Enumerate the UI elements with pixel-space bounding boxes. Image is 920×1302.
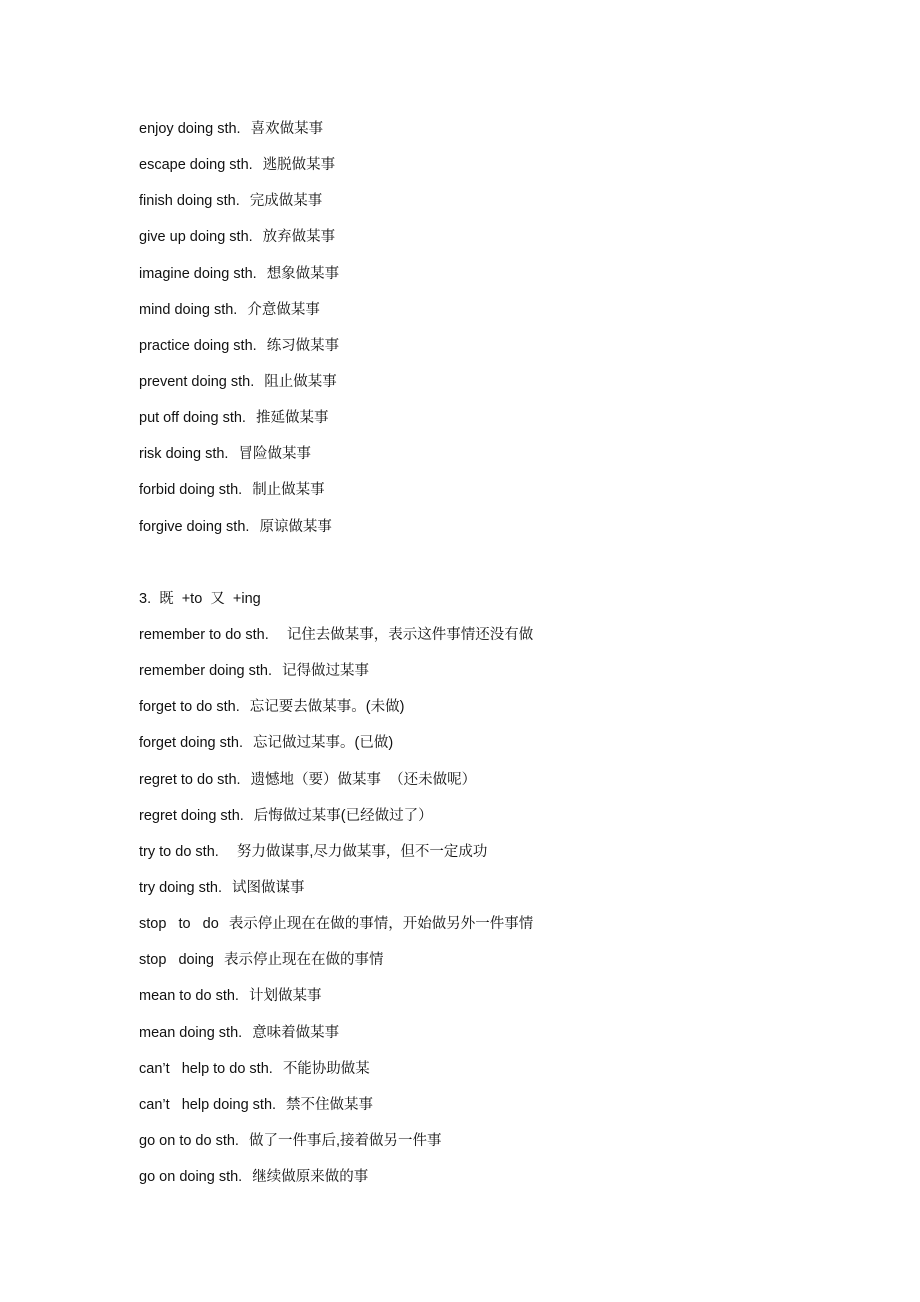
phrase-entry [139, 1123, 533, 1159]
blank-line [139, 545, 533, 581]
english-phrase: remember doing sth. [139, 663, 272, 680]
chinese-meaning: 练习做某事 [266, 337, 340, 354]
english-phrase: practice doing sth. [139, 337, 257, 354]
phrase-entry [139, 798, 533, 834]
english-phrase: remember to do sth. [139, 626, 277, 643]
chinese-meaning: 努力做谋事,尽力做某事，但不一定成功 [236, 843, 488, 860]
phrase-entry [139, 111, 533, 147]
phrase-entry [139, 942, 533, 978]
english-phrase: stop to do [139, 916, 219, 933]
chinese-meaning: 介意做某事 [247, 301, 320, 318]
english-phrase: forgive doing sth. [139, 518, 250, 535]
section-3-heading: 3. 既 +to 又 +ing [139, 590, 261, 607]
english-phrase: imagine doing sth. [139, 265, 257, 282]
chinese-meaning: 后悔做过某事(已经做过了） [253, 807, 433, 824]
phrase-entry [139, 978, 533, 1014]
english-phrase: go on to do sth. [139, 1132, 239, 1149]
to-and-ing-verb-list [139, 617, 533, 1195]
chinese-meaning: 表示停止现在在做的事情，开始做另外一件事情 [228, 916, 534, 933]
phrase-entry [139, 689, 533, 725]
phrase-entry [139, 509, 533, 545]
phrase-entry [139, 147, 533, 183]
phrase-entry [139, 653, 533, 689]
chinese-meaning: 阻止做某事 [264, 373, 337, 390]
chinese-meaning: 记得做过某事 [281, 663, 369, 680]
phrase-entry [139, 1087, 533, 1123]
phrase-entry [139, 436, 533, 472]
phrase-entry [139, 256, 533, 292]
phrase-entry [139, 1015, 533, 1051]
chinese-meaning: 表示停止现在在做的事情 [223, 952, 384, 969]
chinese-meaning: 意味着做某事 [252, 1024, 340, 1041]
chinese-meaning: 忘记做过某事。(已做) [253, 735, 394, 752]
chinese-meaning: 推延做某事 [255, 410, 329, 427]
phrase-entry [139, 725, 533, 761]
english-phrase: mean doing sth. [139, 1024, 243, 1041]
english-phrase: finish doing sth. [139, 193, 240, 210]
chinese-meaning: 原谅做某事 [259, 518, 332, 535]
english-phrase: can’t help to do sth. [139, 1060, 273, 1077]
english-phrase: go on doing sth. [139, 1169, 243, 1186]
english-phrase: try to do sth. [139, 843, 227, 860]
phrase-entry [139, 870, 533, 906]
phrase-entry [139, 1051, 533, 1087]
phrase-entry [139, 1159, 533, 1195]
english-phrase: prevent doing sth. [139, 373, 255, 390]
phrase-entry [139, 219, 533, 255]
chinese-meaning: 计划做某事 [248, 988, 322, 1005]
phrase-entry [139, 762, 533, 798]
english-phrase: regret to do sth. [139, 771, 241, 788]
english-phrase: risk doing sth. [139, 446, 229, 463]
english-phrase: try doing sth. [139, 879, 223, 896]
english-phrase: stop doing [139, 952, 214, 969]
phrase-entry [139, 834, 533, 870]
chinese-meaning: 记住去做某事，表示这件事情还没有做 [286, 626, 534, 643]
phrase-entry [139, 617, 533, 653]
chinese-meaning: 制止做某事 [252, 482, 325, 499]
phrase-entry [139, 400, 533, 436]
chinese-meaning: 做了一件事后,接着做另一件事 [248, 1132, 442, 1149]
chinese-meaning: 忘记要去做某事。(未做) [249, 699, 405, 716]
english-phrase: mean to do sth. [139, 988, 239, 1005]
chinese-meaning: 禁不住做某事 [286, 1096, 374, 1113]
chinese-meaning: 遗憾地（要）做某事 （还未做呢） [250, 771, 477, 788]
document-body [139, 111, 533, 1195]
chinese-meaning: 逃脱做某事 [262, 157, 336, 174]
english-phrase: can’t help doing sth. [139, 1096, 277, 1113]
chinese-meaning: 试图做谋事 [232, 879, 305, 896]
chinese-meaning: 完成做某事 [249, 193, 323, 210]
english-phrase: forget to do sth. [139, 699, 240, 716]
chinese-meaning: 喜欢做某事 [250, 121, 324, 137]
english-phrase: give up doing sth. [139, 229, 253, 246]
phrase-entry [139, 183, 533, 219]
chinese-meaning: 冒险做某事 [238, 446, 311, 463]
chinese-meaning: 不能协助做某 [282, 1060, 370, 1077]
english-phrase: forget doing sth. [139, 735, 243, 752]
phrase-entry [139, 906, 533, 942]
phrase-entry [139, 328, 533, 364]
phrase-entry [139, 364, 533, 400]
english-phrase: forbid doing sth. [139, 482, 243, 499]
phrase-entry [139, 472, 533, 508]
ing-verb-list [139, 111, 533, 545]
english-phrase: enjoy doing sth. [139, 121, 241, 137]
phrase-entry [139, 292, 533, 328]
english-phrase: put off doing sth. [139, 410, 246, 427]
chinese-meaning: 想象做某事 [266, 265, 340, 282]
english-phrase: escape doing sth. [139, 157, 253, 174]
english-phrase: mind doing sth. [139, 301, 238, 318]
chinese-meaning: 继续做原来做的事 [252, 1169, 369, 1186]
chinese-meaning: 放弃做某事 [262, 229, 336, 246]
english-phrase: regret doing sth. [139, 807, 244, 824]
